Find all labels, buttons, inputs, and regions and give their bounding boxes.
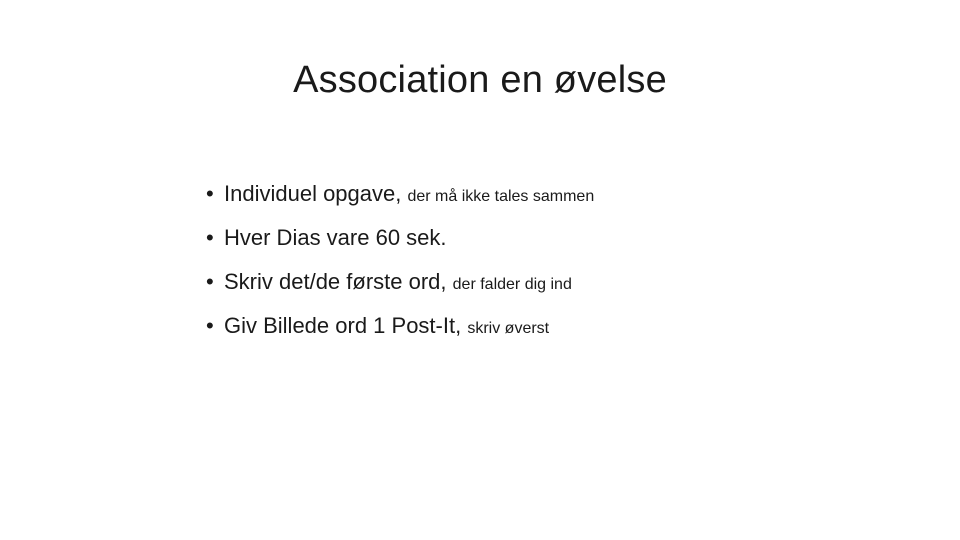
- bullet-dot-icon: •: [206, 181, 214, 206]
- bullet-sub-text: der må ikke tales sammen: [407, 188, 595, 205]
- bullet-dot-icon: •: [206, 225, 214, 250]
- bullet-main-text: Hver Dias vare 60 sek.: [224, 225, 447, 250]
- bullet-main-text: Skriv det/de første ord,: [224, 269, 447, 294]
- bullet-item: [206, 260, 594, 304]
- bullet-dot-icon: •: [206, 313, 214, 338]
- bullet-main-text: Individuel opgave,: [224, 181, 402, 206]
- bullet-sub-text: skriv øverst: [467, 320, 550, 337]
- bullet-sub-text: der falder dig ind: [452, 276, 572, 293]
- bullet-main-text: Giv Billede ord 1 Post-It,: [224, 313, 462, 338]
- slide-title: Association en øvelse: [293, 59, 667, 101]
- bullet-item: [206, 216, 594, 260]
- bullet-dot-icon: •: [206, 269, 214, 294]
- bullet-item: [206, 304, 594, 348]
- bullet-list: [206, 172, 594, 348]
- bullet-item: [206, 172, 594, 216]
